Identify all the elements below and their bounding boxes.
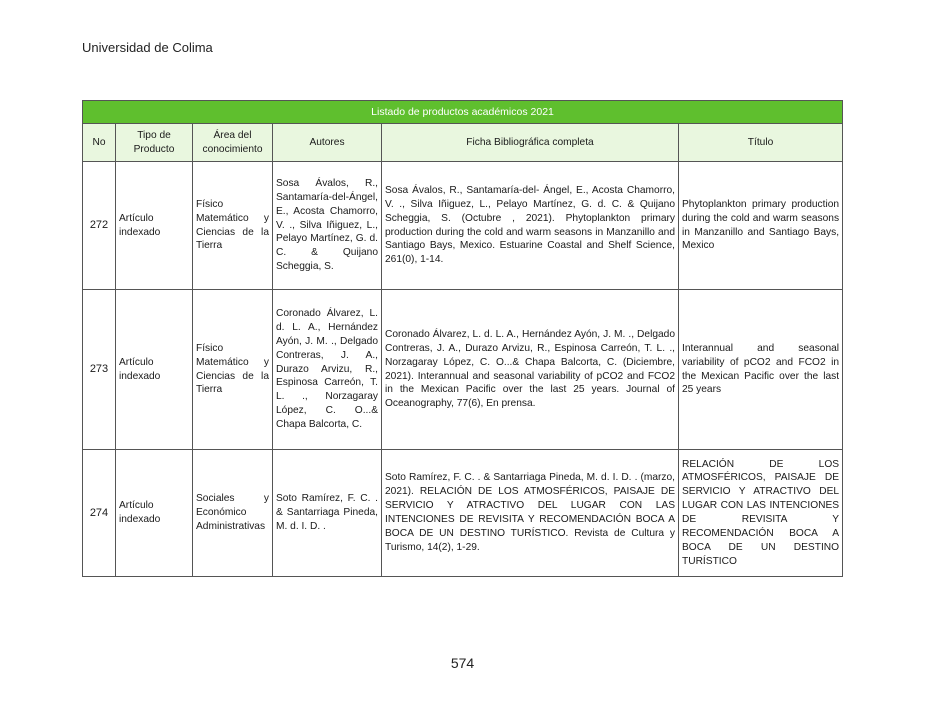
cell-titulo: RELACIÓN DE LOS ATMOSFÉRICOS, PAISAJE DE SERVICIO Y ATRACTIVO DEL LUGAR CON LAS INTENCIONES DE REVISITA Y RECOMENDACIÓN BOCA A BOCA DE UN DESTINO TURÍSTICO [679, 450, 843, 577]
table-row [83, 290, 843, 450]
cell-tipo: Artículo indexado [116, 162, 193, 290]
cell-autores: Sosa Ávalos, R., Santamaría-del-Ángel, E., Acosta Chamorro, V. ., Silva Iñiguez, L., Pelayo Martínez, G. d. C. & Quijano Scheggia, S. [273, 162, 382, 290]
cell-no: 274 [83, 450, 116, 577]
cell-no: 272 [83, 162, 116, 290]
column-header-ficha: Ficha Bibliográfica completa [382, 124, 679, 162]
cell-autores: Soto Ramírez, F. C. . & Santarriaga Pineda, M. d. I. D. . [273, 450, 382, 577]
table-header-row [83, 124, 843, 162]
table-row [83, 450, 843, 577]
institution-header: Universidad de Colima [82, 40, 213, 55]
column-header-tipo: Tipo de Producto [116, 124, 193, 162]
products-table [82, 100, 843, 577]
cell-ficha: Soto Ramírez, F. C. . & Santarriaga Pineda, M. d. I. D. . (marzo, 2021). RELACIÓN DE LOS ATMOSFÉRICOS, PAISAJE DE SERVICIO Y ATRACTIVO DEL LUGAR CON LAS INTENCIONES DE REVISITA Y RECOMENDACIÓN BOCA A BOCA DE UN DESTINO TURÍSTICO. Revista de Cultura y Turismo, 14(2), 1-29. [382, 450, 679, 577]
page-number: 574 [450, 655, 475, 671]
column-header-autores: Autores [273, 124, 382, 162]
cell-ficha: Coronado Álvarez, L. d. L. A., Hernández Ayón, J. M. ., Delgado Contreras, J. A., Durazo Arvizu, R., Espinosa Carreón, T. L. ., Norzagaray López, C. O...& Chapa Balcorta, C. (Diciembre, 2021). Interannual and seasonal variability of pCO2 and FCO2 in the Mexican Pacific over the last 25 years. Journal of Oceanography, 77(6), En prensa. [382, 290, 679, 450]
column-header-titulo: Título [679, 124, 843, 162]
cell-area: Físico Matemático y Ciencias de la Tierra [193, 162, 273, 290]
column-header-area: Área del conocimiento [193, 124, 273, 162]
cell-titulo: Interannual and seasonal variability of pCO2 and FCO2 in the Mexican Pacific over the last 25 years [679, 290, 843, 450]
cell-tipo: Artículo indexado [116, 290, 193, 450]
cell-area: Sociales y Económico Administrativas [193, 450, 273, 577]
table-title: Listado de productos académicos 2021 [83, 101, 843, 124]
cell-autores: Coronado Álvarez, L. d. L. A., Hernández Ayón, J. M. ., Delgado Contreras, J. A., Durazo Arvizu, R., Espinosa Carreón, T. L. ., Norzagaray López, C. O...& Chapa Balcorta, C. [273, 290, 382, 450]
cell-tipo: Artículo indexado [116, 450, 193, 577]
cell-ficha: Sosa Ávalos, R., Santamaría-del- Ángel, E., Acosta Chamorro, V. ., Silva Iñiguez, L., Pelayo Martínez, G. d. C. & Quijano Scheggia, S. (Octubre , 2021). Phytoplankton primary production during the cold and warm seasons in Manzanillo and Santiago Bays, Mexico. Estuarine Coastal and Shelf Science, 261(0), 1-14. [382, 162, 679, 290]
cell-no: 273 [83, 290, 116, 450]
cell-area: Físico Matemático y Ciencias de la Tierra [193, 290, 273, 450]
cell-titulo: Phytoplankton primary production during the cold and warm seasons in Manzanillo and Santiago Bays, Mexico [679, 162, 843, 290]
table-row [83, 162, 843, 290]
table-title-row [83, 101, 843, 124]
column-header-no: No [83, 124, 116, 162]
